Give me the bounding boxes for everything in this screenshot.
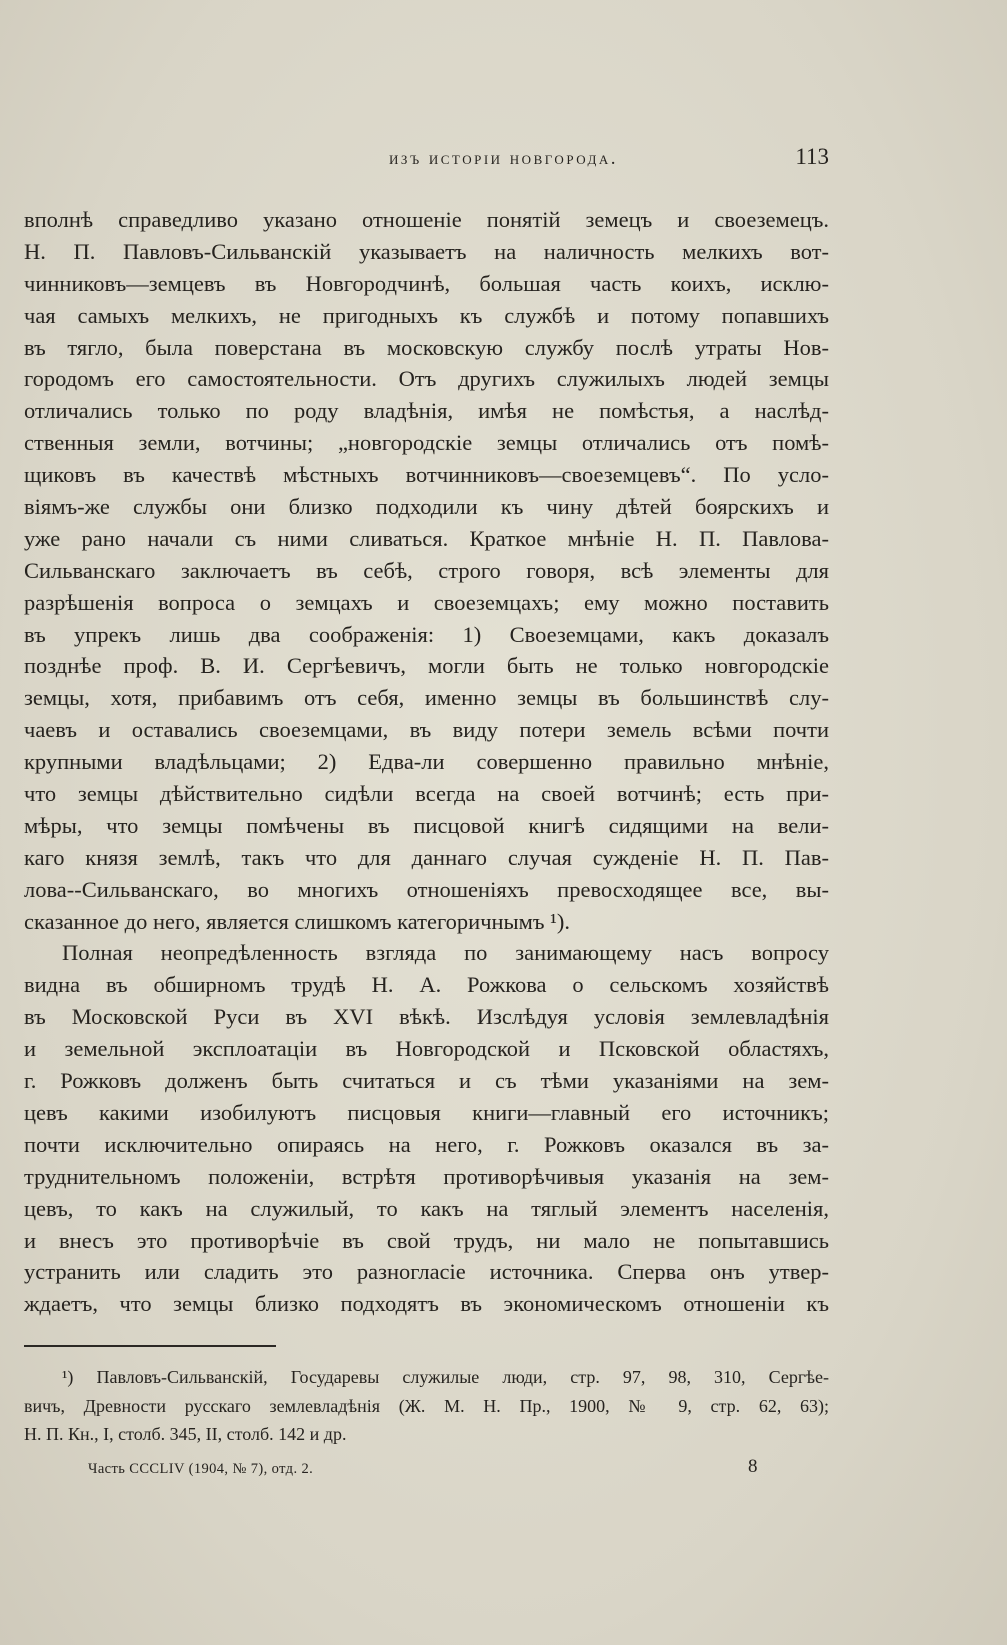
text-line: видна въ обширномъ трудѣ Н. А. Рожкова о сельскомъ хозяйствѣ [24, 972, 829, 998]
text-line: Сильванскаго заключаетъ въ себѣ, строго говоря, всѣ элементы для [24, 557, 829, 583]
footnote-line: вичъ, Древности русскаго землевладѣнія (Ж. М. Н. Пр., 1900, № 9, стр. 62, 63); [24, 1395, 829, 1416]
text-line: цевъ, то какъ на служилый, то какъ на тяглый элементъ населенія, [24, 1195, 829, 1221]
text-line: віямъ-же службы они близко подходили къ чину дѣтей боярскихъ и [24, 494, 829, 520]
text-line: чинниковъ—земцевъ въ Новгородчинѣ, большая часть коихъ, исклю- [24, 270, 829, 296]
text-line: крупными владѣльцами; 2) Едва-ли совершенно правильно мнѣніе, [24, 749, 829, 775]
printer-signature: Часть CCCLIV (1904, № 7), отд. 2. [88, 1461, 314, 1477]
text-line: отличались только по роду владѣнія, имѣя не помѣстья, а наслѣд- [24, 398, 829, 424]
text-line: позднѣе проф. В. И. Сергѣевичъ, могли быть не только новгородскіе [24, 653, 829, 679]
footnote-line: Н. П. Кн., I, столб. 345, II, столб. 142 и др. [24, 1424, 347, 1444]
footnote-divider [24, 1345, 276, 1347]
text-line: Полная неопредѣленность взгляда по занимающему насъ вопросу [62, 940, 829, 966]
text-line: ственныя земли, вотчины; „новгородскіе земцы отличались отъ помѣ- [24, 430, 829, 456]
signature-number: 8 [748, 1456, 758, 1477]
text-line: и земельной эксплоатаціи въ Новгородской и Псковской областяхъ, [24, 1036, 829, 1062]
text-line: въ тягло, была поверстана въ московскую службу послѣ утраты Нов- [24, 334, 829, 360]
text-line: чая самыхъ мелкихъ, не пригодныхъ къ службѣ и потому попавшихъ [24, 302, 829, 328]
footnote-line: ¹) Павловъ-Сильванскій, Государевы служилые люди, стр. 97, 98, 310, Сергѣе- [62, 1367, 829, 1387]
page-header [0, 144, 1007, 178]
text-line: щиковъ въ качествѣ мѣстныхъ вотчинниковъ—своеземцевъ“. По усло- [24, 462, 829, 488]
text-line: уже рано начали съ ними сливаться. Краткое мнѣніе Н. П. Павлова- [24, 525, 829, 551]
text-line: почти исключительно опираясь на него, г. Рожковъ оказался въ за- [24, 1131, 829, 1157]
text-line: вполнѣ справедливо указано отношеніе понятій земецъ и своеземецъ. [24, 207, 829, 232]
text-line: въ Московской Руси въ XVI вѣкѣ. Изслѣдуя условія землевладѣнія [24, 1004, 829, 1030]
body-text [24, 204, 829, 1320]
text-line: чаевъ и оставались своеземцами, въ виду потери земель всѣми почти [24, 717, 829, 743]
text-line: цевъ какими изобилуютъ писцовыя книги—главный его источникъ; [24, 1099, 829, 1125]
text-line: и внесъ это противорѣчіе въ свой трудъ, ни мало не попытавшись [24, 1227, 829, 1253]
text-line: земцы, хотя, прибавимъ отъ себя, именно земцы въ большинствѣ слу- [24, 685, 829, 711]
text-line: г. Рожковъ долженъ быть считаться и съ тѣми указаніями на зем- [24, 1068, 829, 1094]
text-line: мѣры, что земцы помѣчены въ писцовой книгѣ сидящими на вели- [24, 812, 829, 838]
footnotes [24, 1363, 829, 1449]
running-title: изъ исторіи новгорода. [389, 148, 618, 169]
text-line: каго князя землѣ, такъ что для даннаго случая сужденіе Н. П. Пав- [24, 844, 829, 870]
text-line: разрѣшенія вопроса о земцахъ и своеземцахъ; ему можно поставить [24, 589, 829, 615]
text-line: въ упрекъ лишь два соображенія: 1) Своеземцами, какъ доказалъ [24, 621, 829, 647]
text-line: труднительномъ положеніи, встрѣтя противорѣчивыя указанія на зем- [24, 1163, 829, 1189]
text-line: лова--Сильванскаго, во многихъ отношеніяхъ превосходящее все, вы- [24, 876, 829, 902]
page-number: 113 [795, 144, 829, 169]
text-line: сказанное до него, является слишкомъ категоричнымъ ¹). [24, 908, 571, 934]
text-line: ждаетъ, что земцы близко подходятъ въ экономическомъ отношеніи къ [24, 1291, 829, 1317]
text-line: Н. П. Павловъ-Сильванскій указываетъ на наличность мелкихъ вот- [24, 238, 829, 264]
text-line: устранить или сладить это разногласіе источника. Сперва онъ утвер- [24, 1259, 829, 1285]
text-line: городомъ его самостоятельности. Отъ другихъ служилыхъ людей земцы [24, 366, 829, 392]
text-line: что земцы дѣйствительно сидѣли всегда на своей вотчинѣ; есть при- [24, 781, 829, 807]
